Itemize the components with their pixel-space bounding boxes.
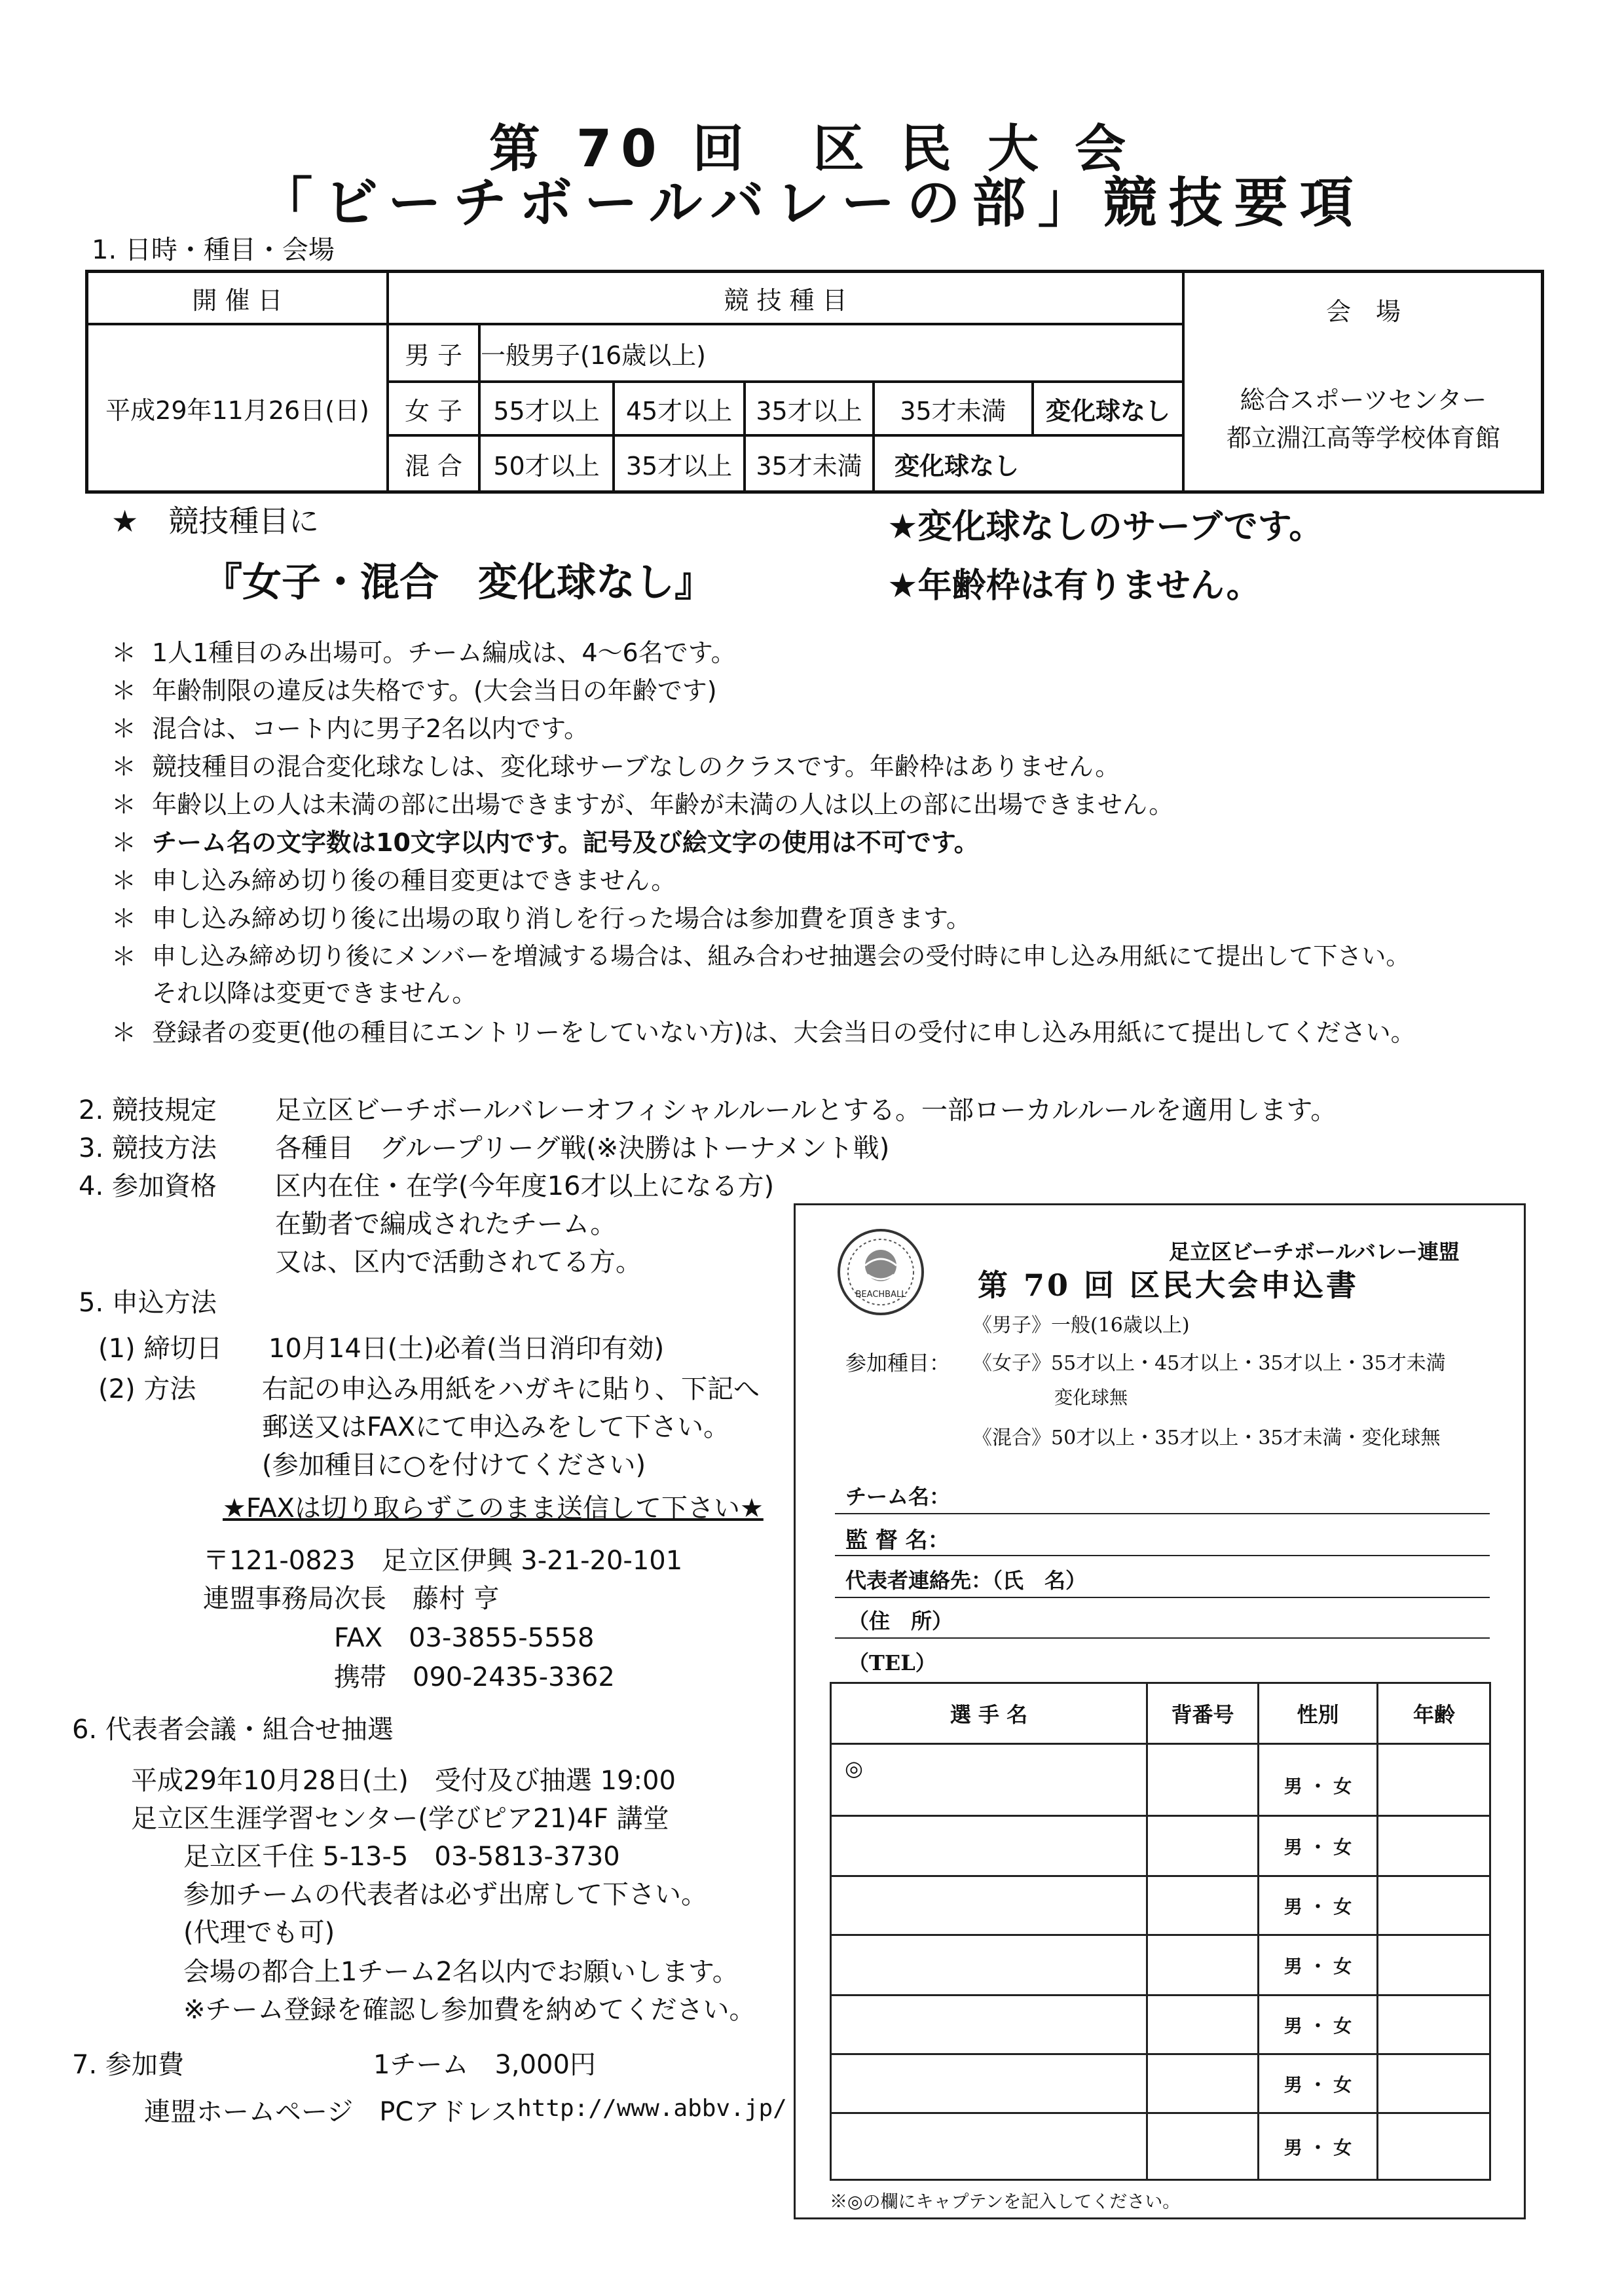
s7-url: http://www.abbv.jp/ — [517, 2095, 787, 2122]
s5-method-label: (2) 方法 — [98, 1374, 196, 1404]
s2-text: 足立区ビーチボールバレーオフィシャルルールとする。一部ローカルルールを適用します。 — [275, 1095, 1337, 1125]
s6-label: 6. 代表者会議・組合せ抽選 — [72, 1715, 394, 1745]
women-cell: 45才以上 — [625, 396, 733, 426]
col-age: 年齢 — [1412, 1702, 1455, 1727]
form-footer-note: ※◎の欄にキャプテンを記入してください。 — [830, 2192, 1181, 2212]
gender-choice[interactable]: 男 ・ 女 — [1283, 2073, 1352, 2096]
note-3: 混合は、コート内に男子2名以内です。 — [152, 714, 589, 743]
row-label-women: 女 子 — [404, 396, 463, 426]
mixed-cell: 35才以上 — [625, 451, 733, 481]
form-team-label: チーム名： — [845, 1484, 951, 1509]
note-mark: ＊ — [111, 752, 137, 781]
note-mark: ＊ — [111, 714, 137, 743]
col-player-name: 選 手 名 — [950, 1702, 1028, 1727]
men-cell: 一般男子(16歳以上) — [481, 340, 707, 370]
player-table — [830, 1682, 1491, 2181]
s3-label: 3. 競技方法 — [79, 1133, 217, 1163]
note-7: 申し込み締め切り後の種目変更はできません。 — [152, 866, 676, 895]
form-women: 《女子》55才以上・45才以上・35才以上・35才未満 — [972, 1352, 1446, 1375]
form-rep-label: 代表者連絡先：（氏 名） — [845, 1568, 1087, 1593]
note-mark: ＊ — [111, 828, 137, 857]
form-events-label: 参加種目： — [845, 1351, 951, 1376]
row-label-men: 男 子 — [404, 340, 463, 370]
s5-method-3: (参加種目に○を付けてください) — [262, 1450, 646, 1480]
row-label-mixed: 混 合 — [404, 451, 463, 481]
note-6: チーム名の文字数は10文字以内です。記号及び絵文字の使用は不可です。 — [152, 828, 979, 857]
note-9: 申し込み締め切り後にメンバーを増減する場合は、組み合わせ抽選会の受付時に申し込み用紙にて提出して下さい。 — [152, 942, 1411, 970]
women-cell: 変化球なし — [1045, 396, 1170, 426]
note-mark: ＊ — [111, 790, 137, 819]
form-tel-label: （TEL） — [848, 1650, 936, 1675]
s7-label: 7. 参加費 — [72, 2050, 184, 2080]
mobile-number: 携帯 090-2435-3362 — [334, 1662, 615, 1692]
highlight-right-2: ★年齢枠は有りません。 — [887, 566, 1261, 606]
s2-label: 2. 競技規定 — [79, 1095, 217, 1125]
mixed-cell: 35才未満 — [756, 451, 862, 481]
s6-line-3: 足立区千住 5-13-5 03-5813-3730 — [183, 1842, 620, 1872]
s6-line-5: (代理でも可) — [183, 1918, 335, 1948]
venue-line-1: 総合スポーツセンター — [1240, 385, 1487, 414]
s5-deadline: 10月14日(土)必着(当日消印有効) — [268, 1334, 665, 1364]
s5-method-1: 右記の申込み用紙をハガキに貼り、下記へ — [262, 1374, 760, 1404]
note-9b: それ以降は変更できません。 — [152, 979, 477, 1008]
mixed-cell: 変化球なし — [895, 451, 1020, 481]
s4-line-2: 在勤者で編成されたチーム。 — [275, 1209, 617, 1239]
header-event: 競 技 種 目 — [724, 285, 847, 315]
women-cell: 35才未満 — [900, 396, 1006, 426]
form-mixed: 《混合》50才以上・35才以上・35才未満・変化球無 — [972, 1427, 1441, 1449]
s4-line-1: 区内在住・在学(今年度16才以上になる方) — [275, 1171, 775, 1201]
s5-deadline-label: (1) 締切日 — [98, 1334, 223, 1364]
note-8: 申し込み締め切り後に出場の取り消しを行った場合は参加費を頂きます。 — [152, 904, 971, 933]
gender-choice[interactable]: 男 ・ 女 — [1283, 1836, 1352, 1858]
section-1-heading: 1. 日時・種目・会場 — [92, 235, 335, 265]
highlight-quote: 『女子・混合 変化球なし』 — [203, 560, 714, 606]
note-mark: ＊ — [111, 676, 137, 705]
note-mark: ＊ — [111, 638, 137, 667]
schedule-table — [85, 270, 1544, 494]
postal-address: 〒121-0823 足立区伊興 3-21-20-101 — [203, 1546, 683, 1576]
form-coach-label: 監 督 名： — [845, 1527, 950, 1554]
gender-choice[interactable]: 男 ・ 女 — [1283, 1955, 1352, 1977]
women-cell: 35才以上 — [756, 396, 862, 426]
note-2: 年齢制限の違反は失格です。(大会当日の年齢です) — [152, 676, 717, 705]
gender-choice[interactable]: 男 ・ 女 — [1283, 1776, 1352, 1797]
fax-note: ★FAXは切り取らずこのまま送信して下さい★ — [223, 1493, 764, 1523]
venue-line-2: 都立淵江高等学校体育館 — [1226, 423, 1500, 452]
form-title: 第 70 回 区民大会申込書 — [978, 1267, 1359, 1303]
event-date: 平成29年11月26日(日) — [105, 395, 369, 425]
s6-line-1: 平成29年10月28日(土) 受付及び抽選 19:00 — [131, 1766, 676, 1796]
gender-choice[interactable]: 男 ・ 女 — [1283, 2136, 1352, 2159]
title-line-2: 「ビーチボールバレーの部」競技要項 — [259, 172, 1365, 234]
col-gender: 性別 — [1297, 1702, 1339, 1727]
col-number: 背番号 — [1171, 1702, 1234, 1727]
form-addr-label: （住 所） — [848, 1609, 953, 1633]
note-mark: ＊ — [111, 904, 137, 933]
s6-line-7: ※チーム登録を確認し参加費を納めてください。 — [183, 1995, 756, 2025]
s6-line-2: 足立区生涯学習センター(学びピア21)4F 講堂 — [131, 1804, 669, 1834]
federation-logo — [835, 1226, 927, 1318]
form-men: 《男子》一般(16歳以上) — [972, 1314, 1190, 1337]
s7-hp-label: 連盟ホームページ PCアドレス — [144, 2097, 518, 2127]
fax-number: FAX 03-3855-5558 — [334, 1623, 595, 1653]
note-10: 登録者の変更(他の種目にエントリーをしていない方)は、大会当日の受付に申し込み用紙にて提出してください。 — [152, 1018, 1416, 1047]
s5-label: 5. 申込方法 — [79, 1288, 217, 1318]
gender-choice[interactable]: 男 ・ 女 — [1283, 1895, 1352, 1918]
note-mark: ＊ — [111, 866, 137, 895]
application-form — [794, 1203, 1526, 2219]
s3-text: 各種目 グループリーグ戦(※決勝はトーナメント戦) — [275, 1133, 890, 1163]
note-4: 競技種目の混合変化球なしは、変化球サーブなしのクラスです。年齢枠はありません。 — [152, 752, 1120, 781]
note-5: 年齢以上の人は未満の部に出場できますが、年齢が未満の人は以上の部に出場できません。 — [152, 790, 1174, 819]
form-women-2: 変化球無 — [1054, 1387, 1128, 1408]
s6-line-6: 会場の都合上1チーム2名以内でお願いします。 — [183, 1957, 739, 1987]
s7-fee: 1チーム 3,000円 — [373, 2050, 596, 2080]
header-date: 開 催 日 — [192, 285, 283, 315]
s6-line-4: 参加チームの代表者は必ず出席して下さい。 — [183, 1880, 707, 1910]
mixed-cell: 50才以上 — [493, 451, 600, 481]
captain-mark: ◎ — [845, 1756, 863, 1781]
title-line-1: 第 70 回 区 民 大 会 — [489, 120, 1135, 179]
s4-line-3: 又は、区内で活動されてる方。 — [275, 1247, 642, 1277]
s4-label: 4. 参加資格 — [79, 1171, 217, 1201]
gender-choice[interactable]: 男 ・ 女 — [1283, 2014, 1352, 2037]
note-mark: ＊ — [111, 1018, 137, 1047]
highlight-right-1: ★変化球なしのサーブです。 — [887, 507, 1323, 547]
contact-person: 連盟事務局次長 藤村 亨 — [203, 1584, 500, 1614]
s5-method-2: 郵送又はFAXにて申込みをして下さい。 — [262, 1412, 730, 1442]
svg-text:BEACHBALL: BEACHBALL — [855, 1290, 906, 1300]
highlight-star-a: ★ 競技種目に — [111, 503, 320, 539]
form-org: 足立区ビーチボールバレー連盟 — [1169, 1239, 1460, 1264]
header-venue: 会 場 — [1325, 297, 1401, 326]
women-cell: 55才以上 — [493, 396, 600, 426]
note-mark: ＊ — [111, 942, 137, 971]
note-1: 1人1種目のみ出場可。チーム編成は、4～6名です。 — [152, 638, 736, 667]
